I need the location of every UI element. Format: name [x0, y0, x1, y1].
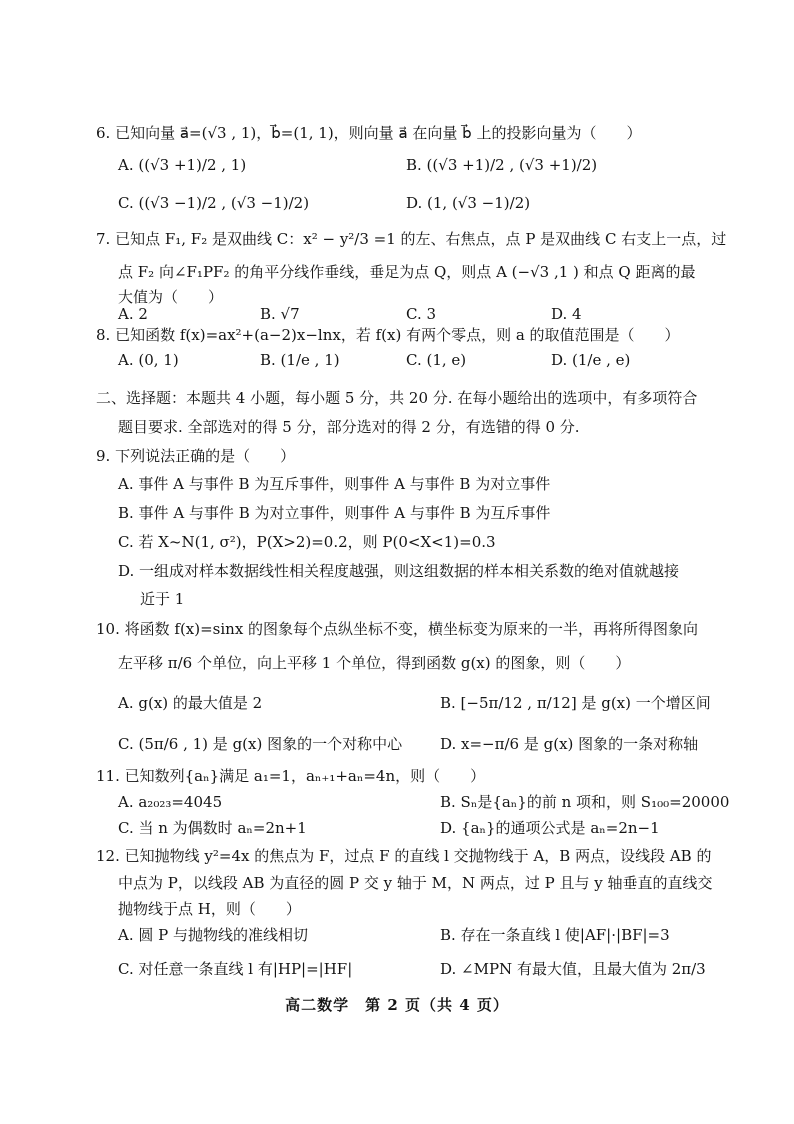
q10-option-d: D. x=−π/6 是 g(x) 图象的一条对称轴 — [440, 735, 699, 753]
q9-option-b-line — [0, 500, 794, 526]
q7-text-2: 点 F₂ 向∠F₁PF₂ 的角平分线作垂线，垂足为点 Q，则点 A (−√3 ,1 ) 和点 Q 距离的最 — [118, 263, 696, 281]
q12-option-b: B. 存在一条直线 l 使|AF|·|BF|=3 — [440, 926, 670, 944]
q9-option-d-continuation-line — [0, 586, 794, 612]
q11-options-row-1 — [0, 789, 794, 815]
q12-text-2: 中点为 P，以线段 AB 为直径的圆 P 交 y 轴于 M，N 两点，过 P 且与 y 轴垂直的直线交 — [118, 874, 713, 892]
q9-option-d: D. 一组成对样本数据线性相关程度越强，则这组数据的样本相关系数的绝对值就越接 — [118, 562, 680, 580]
q10-options-row-2 — [0, 731, 794, 757]
page-footer: 高二数学 第 2 页（共 4 页） — [285, 996, 509, 1014]
section2-line-2 — [0, 414, 794, 440]
q12-option-d: D. ∠MPN 有最大值，且最大值为 2π/3 — [440, 960, 706, 978]
q7-option-b: B. √7 — [260, 305, 300, 323]
q6-option-b: B. ((√3 +1)/2 , (√3 +1)/2) — [406, 156, 598, 174]
q10-option-b: B. [−5π/12 , π/12] 是 g(x) 一个增区间 — [440, 694, 711, 712]
q7-text-3: 大值为（ ） — [118, 288, 224, 306]
q11-option-d: D. {aₙ}的通项公式是 aₙ=2n−1 — [440, 819, 660, 837]
q12-options-row-2 — [0, 956, 794, 982]
q9-option-a-line — [0, 471, 794, 497]
q12-line-3 — [0, 896, 794, 922]
q10-text-1: 10. 将函数 f(x)=sinx 的图象每个点纵坐标不变，横坐标变为原来的一半，再将所得图象向 — [96, 620, 699, 638]
q8-option-b: B. (1/e , 1) — [260, 351, 340, 369]
section2-line-1 — [0, 385, 794, 411]
q12-options-row-1 — [0, 922, 794, 948]
q8-option-a: A. (0, 1) — [118, 351, 179, 369]
q9-option-d-continuation: 近于 1 — [140, 590, 185, 608]
q9-option-a: A. 事件 A 与事件 B 为互斥事件，则事件 A 与事件 B 为对立事件 — [118, 475, 551, 493]
q6-options-row-2 — [0, 190, 794, 216]
q12-line-1 — [0, 843, 794, 869]
q12-text-3: 抛物线于点 H，则（ ） — [118, 900, 301, 918]
q6-option-d: D. (1, (√3 −1)/2) — [406, 194, 531, 212]
q11-option-b: B. Sₙ是{aₙ}的前 n 项和，则 S₁₀₀=20000 — [440, 793, 730, 811]
section2-heading: 二、选择题：本题共 4 小题，每小题 5 分，共 20 分. 在每小题给出的选项中，有多项符合 — [96, 389, 698, 407]
q9-stem-line — [0, 443, 794, 469]
q7-option-c: C. 3 — [406, 305, 437, 323]
q11-options-row-2 — [0, 815, 794, 841]
q8-stem: 8. 已知函数 f(x)=ax²+(a−2)x−lnx，若 f(x) 有两个零点，则 a 的取值范围是（ ） — [96, 326, 680, 344]
q7-option-d: D. 4 — [551, 305, 582, 323]
q9-stem: 9. 下列说法正确的是（ ） — [96, 447, 296, 465]
q12-text-1: 12. 已知抛物线 y²=4x 的焦点为 F，过点 F 的直线 l 交抛物线于 A，B 两点，设线段 AB 的 — [96, 847, 712, 865]
q9-option-d-line — [0, 558, 794, 584]
q6-options-row-1 — [0, 152, 794, 178]
q6-option-c: C. ((√3 −1)/2 , (√3 −1)/2) — [118, 194, 310, 212]
q11-stem: 11. 已知数列{aₙ}满足 a₁=1，aₙ₊₁+aₙ=4n，则（ ） — [96, 767, 486, 785]
q9-option-c: C. 若 X~N(1, σ²)，P(X>2)=0.2，则 P(0<X<1)=0.3 — [118, 533, 496, 551]
q11-option-c: C. 当 n 为偶数时 aₙ=2n+1 — [118, 819, 307, 837]
q9-option-c-line — [0, 529, 794, 555]
q10-text-2: 左平移 π/6 个单位，向上平移 1 个单位，得到函数 g(x) 的图象，则（ ） — [118, 654, 631, 672]
q7-text-1: 7. 已知点 F₁, F₂ 是双曲线 C：x² − y²/3 =1 的左、右焦点，点 P 是双曲线 C 右支上一点，过 — [96, 230, 727, 248]
q12-option-a: A. 圆 P 与抛物线的准线相切 — [118, 926, 308, 944]
q7-option-a: A. 2 — [118, 305, 148, 323]
q8-option-c: C. (1, e) — [406, 351, 467, 369]
q11-stem-line — [0, 763, 794, 789]
q7-line-2 — [0, 259, 794, 285]
q6-stem-line — [0, 120, 794, 146]
q10-line-1 — [0, 616, 794, 642]
q12-line-2 — [0, 870, 794, 896]
q8-options-row — [0, 347, 794, 373]
q6-stem: 6. 已知向量 a⃗=(√3 , 1)，b⃗=(1, 1)，则向量 a⃗ 在向量 b⃗ 上的投影向量为（ ） — [96, 124, 642, 142]
q10-line-2 — [0, 650, 794, 676]
q10-option-a: A. g(x) 的最大值是 2 — [118, 694, 263, 712]
q9-option-b: B. 事件 A 与事件 B 为对立事件，则事件 A 与事件 B 为互斥事件 — [118, 504, 551, 522]
q7-line-1 — [0, 226, 794, 252]
section2-instructions: 题目要求. 全部选对的得 5 分，部分选对的得 2 分，有选错的得 0 分. — [118, 418, 580, 436]
q11-option-a: A. a₂₀₂₃=4045 — [118, 793, 223, 811]
q12-option-c: C. 对任意一条直线 l 有|HP|=|HF| — [118, 960, 353, 978]
q8-stem-line — [0, 322, 794, 348]
q6-option-a: A. ((√3 +1)/2 , 1) — [118, 156, 247, 174]
q10-options-row-1 — [0, 690, 794, 716]
q8-option-d: D. (1/e , e) — [551, 351, 631, 369]
q10-option-c: C. (5π/6 , 1) 是 g(x) 图象的一个对称中心 — [118, 735, 403, 753]
